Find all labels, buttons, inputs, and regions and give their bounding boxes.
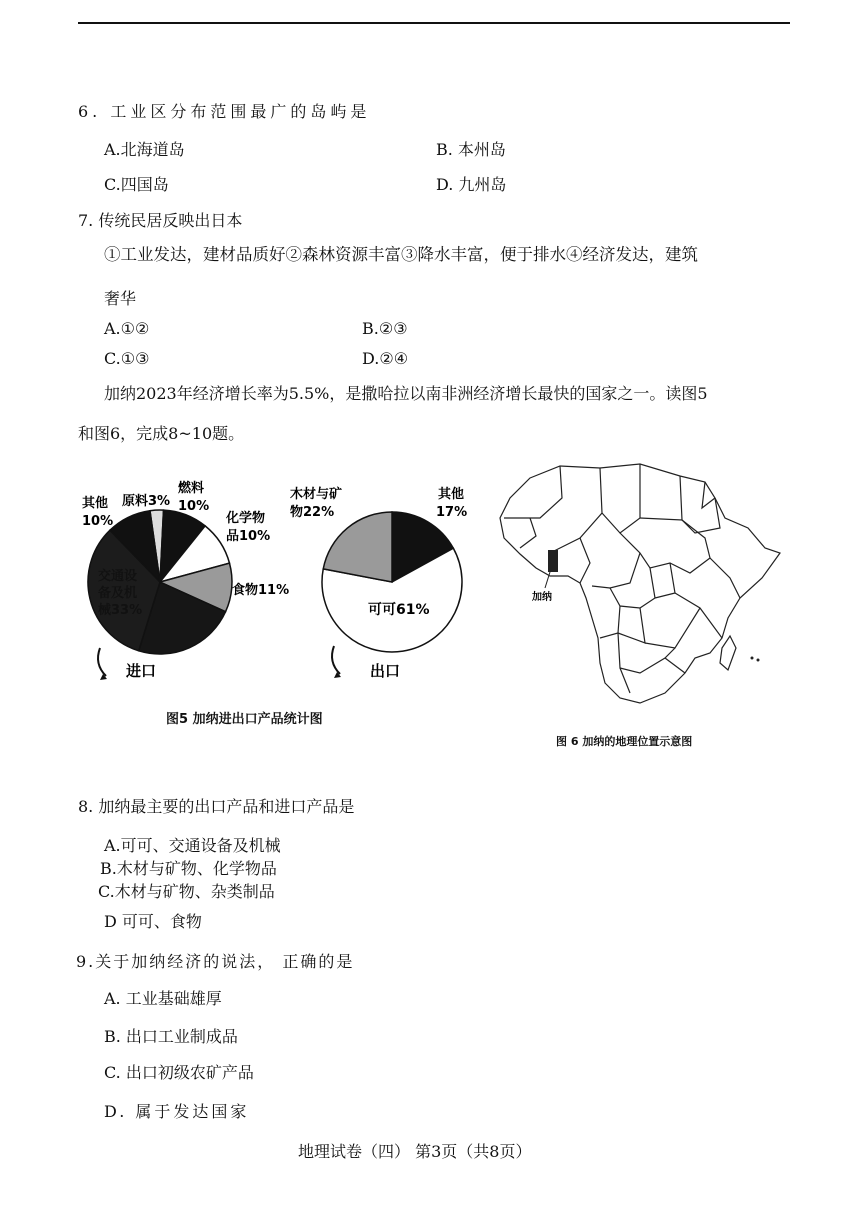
figure-5-caption: 图5 加纳进出口产品统计图 [166,712,323,727]
page-footer: 地理试卷（四） 第3页（共8页） [298,1142,532,1161]
q8-option-b: B.木材与矿物、化学物品 [100,859,277,878]
import-label-fuel: 燃料 [178,481,205,496]
figure-5-pie-charts [70,470,490,720]
q8-option-c: C.木材与矿物、杂类制品 [98,882,275,901]
q7-option-b: B.②③ [362,319,408,338]
question-8-stem: 8. 加纳最主要的出口产品和进口产品是 [78,797,355,816]
q7-option-a: A.①② [104,319,150,338]
export-label-cocoa: 可可61% [368,602,430,618]
export-slice-wood-minerals [323,512,392,582]
import-label-trans-2: 备及机 [98,586,138,601]
export-caption: 出口 [370,662,401,680]
q7-statements-line2: 奢华 [104,289,137,308]
import-label-trans-1: 交通设 [98,569,138,584]
question-9-stem: 9.关于加纳经济的说法， 正确的是 [76,952,355,971]
ghana-map-label: 加纳 [532,592,552,603]
import-label-chem-1: 化学物 [226,511,266,526]
import-label-other-pct: 10% [82,514,114,529]
export-label-wood-2: 物22% [290,505,335,520]
q7-option-d: D.②④ [362,349,409,368]
q6-option-a: A.北海道岛 [104,140,185,159]
intro-line-1: 加纳2023年经济增长率为5.5%，是撒哈拉以南非洲经济增长最快的国家之一。读图5 [104,384,708,403]
question-6-stem: 6. 工业区分布范围最广的岛屿是 [78,102,371,121]
q7-statements-line1: ①工业发达，建材品质好②森林资源丰富③降水丰富，便于排水④经济发达，建筑 [104,245,698,264]
import-caption: 进口 [126,662,157,680]
q6-option-c: C.四国岛 [104,175,169,194]
export-label-other-pct: 17% [436,505,468,520]
q6-option-d: D. 九州岛 [436,175,507,194]
q8-option-d: D 可可、食物 [104,912,202,931]
import-label-fuel-pct: 10% [178,499,210,514]
madagascar-outline [720,636,736,670]
ghana-highlight [548,550,558,572]
figure-6-caption: 图 6 加纳的地理位置示意图 [556,735,693,748]
q9-option-d: D. 属于发达国家 [104,1102,250,1121]
q7-option-c: C.①③ [104,349,150,368]
import-label-other: 其他 [82,496,109,511]
export-label-wood-1: 木材与矿 [290,487,343,502]
question-7-stem: 7. 传统民居反映出日本 [78,211,243,230]
figure-6-africa-map [490,458,790,718]
q8-option-a: A.可可、交通设备及机械 [104,836,281,855]
import-label-food: 食物11% [232,583,290,598]
q6-option-b: B. 本州岛 [436,140,506,159]
q9-option-a: A. 工业基础雄厚 [104,989,222,1008]
q9-option-b: B. 出口工业制成品 [104,1027,238,1046]
export-arrow-icon [332,646,340,674]
intro-line-2: 和图6，完成8~10题。 [78,424,245,443]
top-rule [78,22,790,24]
export-label-other: 其他 [438,487,465,502]
import-label-chem-2: 品10% [226,529,271,544]
import-arrow-icon [98,648,106,676]
import-label-trans-3: 械33% [98,603,143,618]
import-label-raw: 原料3% [122,494,171,509]
q9-option-c: C. 出口初级农矿产品 [104,1063,254,1082]
